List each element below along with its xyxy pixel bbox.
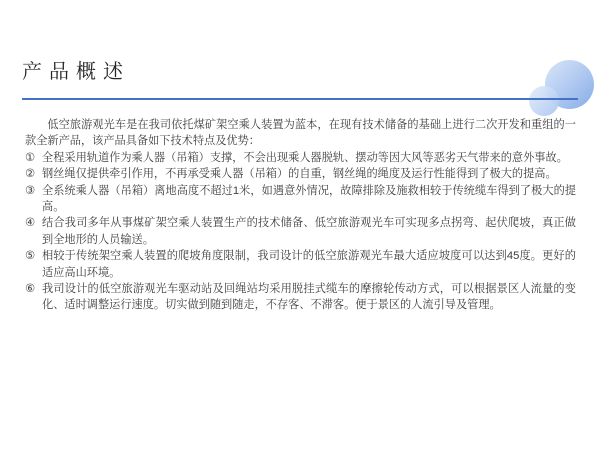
feature-item-number: ① xyxy=(25,151,36,164)
feature-item-number: ⑤ xyxy=(25,250,36,263)
feature-item-number: ② xyxy=(25,168,36,181)
title-underline-divider xyxy=(22,98,578,100)
feature-item-text: 我司设计的低空旅游观光车驱动站及回绳站均采用脱挂式缆车的摩擦轮传动方式，可以根据景区人流量的变化、适时调整运行速度。切实做到随到随走，不存客、不滞客。便于景区的人流引导及管理。 xyxy=(42,283,576,312)
feature-item-text: 钢丝绳仅提供牵引作用，不再承受乘人器（吊箱）的自重，钢丝绳的绳度及运行性能得到了极大的提高。 xyxy=(42,168,557,181)
body-text-block xyxy=(25,117,576,314)
feature-item xyxy=(25,281,576,314)
feature-item-number: ④ xyxy=(25,217,36,230)
intro-paragraph: 低空旅游观光车是在我司依托煤矿架空乘人装置为蓝本，在现有技术储备的基础上进行二次开发和重组的一款全新产品，该产品具备如下技术特点及优势： xyxy=(25,119,576,148)
feature-item-number: ③ xyxy=(25,184,36,197)
page-title: 产品概述 xyxy=(22,61,130,83)
feature-item xyxy=(25,215,576,248)
feature-item-text: 全系统乘人器（吊箱）离地高度不超过1米，如遇意外情况，故障排除及施救相较于传统缆车得到了极大的提高。 xyxy=(42,184,576,214)
feature-item-text: 相较于传统架空乘人装置的爬坡角度限制，我司设计的低空旅游观光车最大适应坡度可以达到45度。更好的适应高山环境。 xyxy=(42,250,576,279)
feature-item-text: 结合我司多年从事煤矿架空乘人装置生产的技术储备、低空旅游观光车可实现多点拐弯、起伏爬坡，真正做到全地形的人员输送。 xyxy=(42,217,576,246)
feature-item xyxy=(25,183,576,216)
feature-list xyxy=(25,150,576,314)
feature-item-number: ⑥ xyxy=(25,283,36,296)
feature-item xyxy=(25,166,576,182)
decorative-circle-small-icon xyxy=(529,86,559,116)
feature-item-text: 全程采用轨道作为乘人器（吊箱）支撑，不会出现乘人器脱轨、摆动等因大风等恶劣天气带来的意外事故。 xyxy=(42,151,568,164)
feature-item xyxy=(25,150,576,166)
feature-item xyxy=(25,248,576,281)
